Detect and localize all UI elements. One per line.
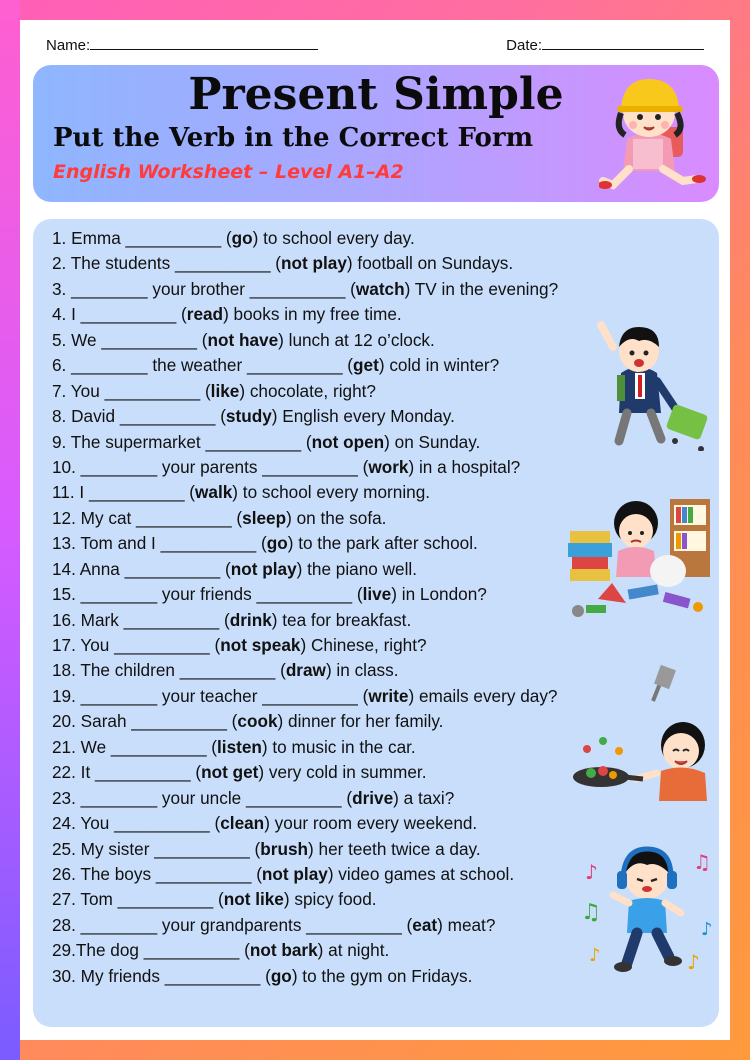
exercise-item: 2. The students __________ (not play) football on Sundays.: [52, 253, 514, 274]
exercise-item: 4. I __________ (read) books in my free time.: [52, 304, 402, 325]
exercise-item: 5. We __________ (not have) lunch at 12 o’clock.: [52, 329, 435, 350]
level-label: English Worksheet – Level A1–A2: [53, 161, 404, 183]
exercise-item: 13. Tom and I __________ (go) to the park after school.: [52, 533, 478, 554]
worksheet-page: [20, 20, 730, 1040]
exercise-item: 20. Sarah __________ (cook) dinner for her family.: [52, 711, 444, 732]
exercise-item: 16. Mark __________ (drink) tea for breakfast.: [52, 609, 412, 630]
exercise-item: 29.The dog __________ (not bark) at night.: [52, 940, 390, 961]
exercise-panel: [33, 219, 719, 1027]
exercise-item: 15. ________ your friends __________ (live) in London?: [52, 584, 487, 605]
woman-cooking-icon: [573, 665, 713, 801]
exercise-item: 7. You __________ (like) chocolate, right?: [52, 380, 376, 401]
exercise-item: 21. We __________ (listen) to music in the car.: [52, 736, 416, 757]
name-blank[interactable]: [90, 35, 318, 50]
exercise-item: 23. ________ your uncle __________ (drive) a taxi?: [52, 787, 455, 808]
exercise-item: 30. My friends __________ (go) to the gym on Fridays.: [52, 965, 473, 986]
exercise-item: 1. Emma __________ (go) to school every day.: [52, 228, 415, 248]
svg-text:♫: ♫: [693, 850, 711, 874]
girl-messy-room-icon: [568, 491, 718, 631]
exercise-item: 14. Anna __________ (not play) the piano well.: [52, 558, 418, 579]
exercise-item: 22. It __________ (not get) very cold in summer.: [52, 762, 427, 783]
svg-text:♪: ♪: [589, 945, 601, 966]
exercise-item: 8. David __________ (study) English every Monday.: [52, 406, 455, 427]
exercise-item: 19. ________ your teacher __________ (write) emails every day?: [52, 685, 558, 706]
exercise-list: [52, 226, 612, 989]
svg-text:♪: ♪: [701, 919, 713, 940]
date-field[interactable]: [506, 35, 704, 54]
exercise-item: 6. ________ the weather __________ (get) cold in winter?: [52, 355, 500, 376]
exercise-item: 17. You __________ (not speak) Chinese, right?: [52, 635, 427, 655]
exercise-item: 9. The supermarket __________ (not open) on Sunday.: [52, 431, 481, 452]
exercise-item: 27. Tom __________ (not like) spicy food.: [52, 889, 377, 910]
date-label: Date:: [506, 37, 542, 54]
exercise-item: 18. The children __________ (draw) in class.: [52, 660, 399, 681]
exercise-item: 10. ________ your parents __________ (work) in a hospital?: [52, 456, 521, 477]
exercise-item: 3. ________ your brother __________ (watch) TV in the evening?: [52, 278, 559, 299]
svg-text:♪: ♪: [687, 950, 700, 974]
page-title: Present Simple: [188, 69, 564, 120]
exercise-item: 26. The boys __________ (not play) video games at school.: [52, 863, 515, 884]
svg-text:♪: ♪: [585, 860, 598, 884]
exercise-item: 25. My sister __________ (brush) her teeth twice a day.: [52, 838, 481, 859]
boy-headphones-icon: [581, 839, 715, 979]
exercise-item: 12. My cat __________ (sleep) on the sofa.: [52, 507, 387, 528]
page-subtitle: Put the Verb in the Correct Form: [53, 123, 534, 153]
title-banner: [33, 65, 719, 202]
name-field[interactable]: [46, 35, 318, 54]
date-blank[interactable]: [542, 35, 704, 50]
boy-with-suitcase-icon: [583, 317, 713, 451]
girl-with-helmet-icon: [599, 69, 709, 195]
exercise-item: 28. ________ your grandparents __________ (eat) meat?: [52, 914, 496, 935]
svg-text:♫: ♫: [581, 900, 601, 925]
exercise-item: 24. You __________ (clean) your room every weekend.: [52, 813, 478, 834]
name-label: Name:: [46, 37, 91, 54]
exercise-item: 11. I __________ (walk) to school every morning.: [52, 482, 431, 503]
name-date-line: [46, 35, 704, 55]
